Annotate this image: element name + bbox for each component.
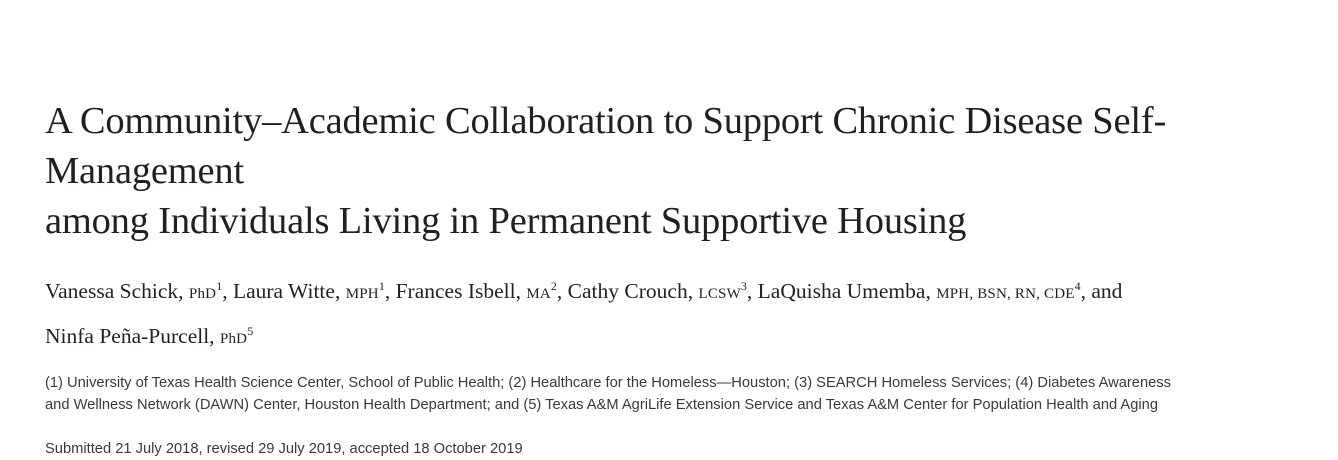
author-name: LaQuisha Umemba,: [757, 279, 931, 303]
author: [568, 279, 753, 303]
author: [233, 279, 390, 303]
author-affiliation-number: 4: [1074, 279, 1081, 293]
author-affiliation-number: 2: [550, 279, 557, 293]
author-separator: ,: [556, 279, 563, 303]
author-separator: ,: [222, 279, 228, 303]
author-credentials: PhD: [219, 331, 248, 347]
author-separator: , and: [1080, 279, 1123, 303]
author-name: Frances Isbell,: [395, 279, 521, 303]
author-affiliation-number: 5: [247, 324, 254, 338]
affiliations: [45, 372, 1315, 416]
title-line-1: A Community–Academic Collaboration to Support Chronic Disease Self-Management: [45, 100, 1167, 192]
affiliations-line-1: (1) University of Texas Health Science Center, School of Public Health; (2) Healthcare for the Homeless—Houston; (3) SEARCH Homeless Services; (4) Diabetes Awareness: [45, 375, 1171, 391]
author-affiliation-number: 1: [378, 279, 385, 293]
author-separator: ,: [384, 279, 391, 303]
title-line-2: among Individuals Living in Permanent Supportive Housing: [45, 200, 967, 242]
author-affiliation-number: 3: [740, 279, 747, 293]
author-credentials: PhD: [188, 286, 217, 302]
author-separator: ,: [746, 279, 753, 303]
author-list: [45, 270, 1315, 360]
author-name: Ninfa Peña-Purcell,: [45, 324, 215, 348]
author-credentials: MA: [526, 286, 551, 302]
article-header: [45, 96, 1315, 460]
affiliations-line-2: and Wellness Network (DAWN) Center, Houston Health Department; and (5) Texas A&M AgriLife Extension Service and Texas A&M Center for Population Health and Aging: [45, 397, 1159, 413]
author-name: Vanessa Schick,: [45, 279, 184, 303]
submission-dates: Submitted 21 July 2018, revised 29 July 2019, accepted 18 October 2019: [45, 441, 523, 457]
author: [758, 279, 1123, 303]
author-name: Cathy Crouch,: [567, 279, 694, 303]
author-credentials: MPH, BSN, RN, CDE: [936, 286, 1075, 302]
author-name: Laura Witte,: [232, 279, 341, 303]
author-affiliation-number: 1: [216, 279, 223, 293]
author-credentials: LCSW: [698, 286, 741, 302]
article-title: [45, 96, 1315, 246]
author-credentials: MPH: [345, 286, 379, 302]
author: [45, 324, 253, 348]
author: [396, 279, 563, 303]
author: [45, 279, 228, 303]
